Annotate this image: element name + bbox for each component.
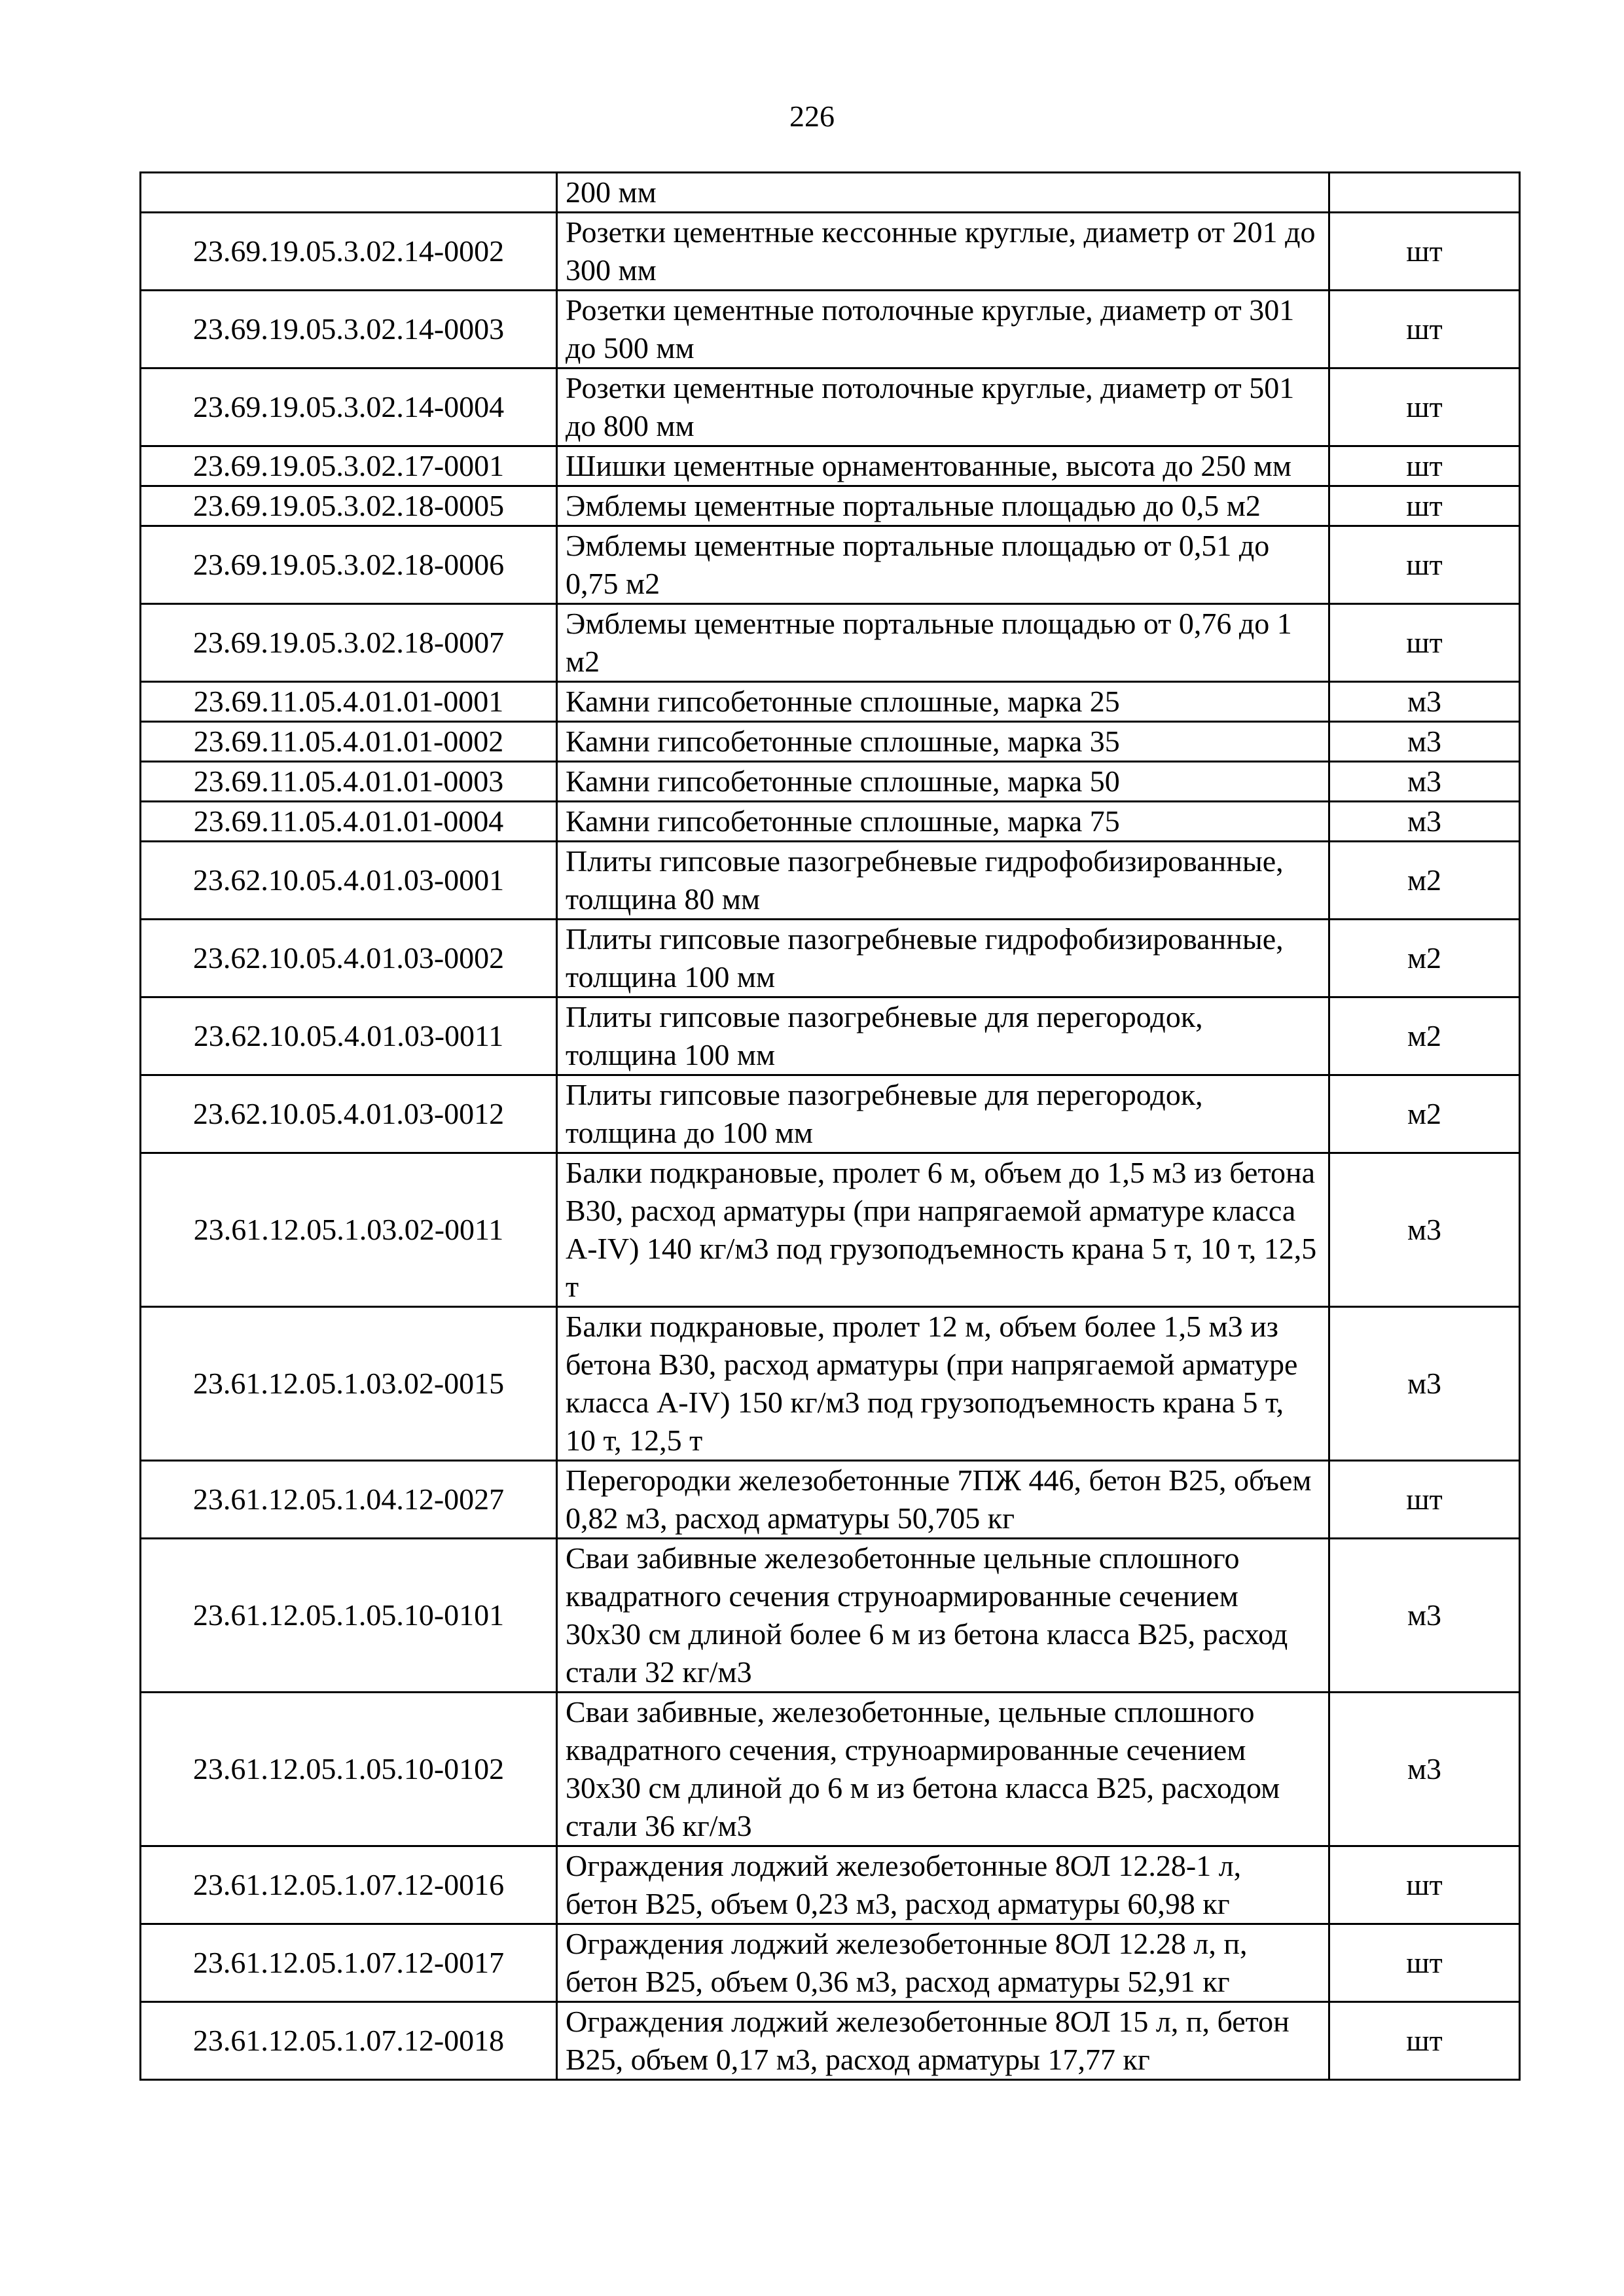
table-row — [141, 682, 1520, 722]
unit-cell: м3 — [1329, 1307, 1520, 1461]
code-cell — [141, 173, 557, 213]
name-cell: Плиты гипсовые пазогребневые для перегородок, толщина до 100 мм — [557, 1075, 1329, 1153]
code-cell: 23.69.19.05.3.02.14-0004 — [141, 368, 557, 446]
name-cell: Розетки цементные потолочные круглые, диаметр от 501 до 800 мм — [557, 368, 1329, 446]
unit-cell: шт — [1329, 604, 1520, 682]
unit-cell: шт — [1329, 1924, 1520, 2002]
unit-cell: шт — [1329, 526, 1520, 604]
name-cell: Сваи забивные, железобетонные, цельные сплошного квадратного сечения, струноармированные сечением 30х30 см длиной до 6 м из бетона класса В25, расходом стали 36 кг/м3 — [557, 1693, 1329, 1846]
name-cell: Перегородки железобетонные 7ПЖ 446, бетон В25, объем 0,82 м3, расход арматуры 50,705 кг — [557, 1461, 1329, 1539]
name-cell: Камни гипсобетонные сплошные, марка 50 — [557, 762, 1329, 802]
code-cell: 23.69.19.05.3.02.18-0005 — [141, 486, 557, 526]
table-row — [141, 722, 1520, 762]
table-row — [141, 1539, 1520, 1693]
code-cell: 23.61.12.05.1.05.10-0101 — [141, 1539, 557, 1693]
materials-table — [139, 171, 1521, 2081]
name-cell: Плиты гипсовые пазогребневые гидрофобизированные, толщина 100 мм — [557, 920, 1329, 997]
name-cell: Ограждения лоджий железобетонные 8ОЛ 12.28-1 л, бетон В25, объем 0,23 м3, расход арматуры 60,98 кг — [557, 1846, 1329, 1924]
code-cell: 23.69.11.05.4.01.01-0003 — [141, 762, 557, 802]
name-cell: Балки подкрановые, пролет 6 м, объем до 1,5 м3 из бетона В30, расход арматуры (при напрягаемой арматуре класса А-IV) 140 кг/м3 под грузоподъемность крана 5 т, 10 т, 12,5 т — [557, 1153, 1329, 1307]
unit-cell: шт — [1329, 368, 1520, 446]
code-cell: 23.69.19.05.3.02.14-0003 — [141, 291, 557, 368]
table-row — [141, 2002, 1520, 2080]
code-cell: 23.69.19.05.3.02.17-0001 — [141, 446, 557, 486]
table-row — [141, 920, 1520, 997]
page-number: 226 — [789, 99, 835, 133]
code-cell: 23.69.11.05.4.01.01-0002 — [141, 722, 557, 762]
table-row — [141, 762, 1520, 802]
table-row — [141, 486, 1520, 526]
unit-cell: шт — [1329, 213, 1520, 291]
unit-cell — [1329, 173, 1520, 213]
name-cell: Шишки цементные орнаментованные, высота до 250 мм — [557, 446, 1329, 486]
materials-table-body — [141, 173, 1520, 2080]
table-row — [141, 1307, 1520, 1461]
name-cell: 200 мм — [557, 173, 1329, 213]
unit-cell: м3 — [1329, 682, 1520, 722]
unit-cell: м2 — [1329, 920, 1520, 997]
table-row — [141, 1461, 1520, 1539]
table-row — [141, 1924, 1520, 2002]
name-cell: Ограждения лоджий железобетонные 8ОЛ 12.28 л, п, бетон В25, объем 0,36 м3, расход арматуры 52,91 кг — [557, 1924, 1329, 2002]
table-row — [141, 604, 1520, 682]
code-cell: 23.61.12.05.1.03.02-0015 — [141, 1307, 557, 1461]
unit-cell: м3 — [1329, 1153, 1520, 1307]
name-cell: Камни гипсобетонные сплошные, марка 35 — [557, 722, 1329, 762]
table-row — [141, 368, 1520, 446]
table-row — [141, 446, 1520, 486]
unit-cell: м2 — [1329, 1075, 1520, 1153]
name-cell: Камни гипсобетонные сплошные, марка 75 — [557, 802, 1329, 842]
code-cell: 23.61.12.05.1.07.12-0017 — [141, 1924, 557, 2002]
name-cell: Камни гипсобетонные сплошные, марка 25 — [557, 682, 1329, 722]
unit-cell: м2 — [1329, 997, 1520, 1075]
unit-cell: м3 — [1329, 722, 1520, 762]
name-cell: Эмблемы цементные портальные площадью от 0,76 до 1 м2 — [557, 604, 1329, 682]
code-cell: 23.62.10.05.4.01.03-0012 — [141, 1075, 557, 1153]
code-cell: 23.61.12.05.1.07.12-0018 — [141, 2002, 557, 2080]
name-cell: Сваи забивные железобетонные цельные сплошного квадратного сечения струноармированные сечением 30х30 см длиной более 6 м из бетона класса В25, расход стали 32 кг/м3 — [557, 1539, 1329, 1693]
unit-cell: шт — [1329, 291, 1520, 368]
table-row — [141, 1693, 1520, 1846]
name-cell: Розетки цементные потолочные круглые, диаметр от 301 до 500 мм — [557, 291, 1329, 368]
name-cell: Плиты гипсовые пазогребневые гидрофобизированные, толщина 80 мм — [557, 842, 1329, 920]
table-row — [141, 802, 1520, 842]
unit-cell: шт — [1329, 2002, 1520, 2080]
table-row — [141, 173, 1520, 213]
code-cell: 23.69.19.05.3.02.14-0002 — [141, 213, 557, 291]
code-cell: 23.69.11.05.4.01.01-0001 — [141, 682, 557, 722]
table-row — [141, 997, 1520, 1075]
table-row — [141, 1846, 1520, 1924]
table-row — [141, 213, 1520, 291]
unit-cell: м2 — [1329, 842, 1520, 920]
code-cell: 23.61.12.05.1.04.12-0027 — [141, 1461, 557, 1539]
code-cell: 23.62.10.05.4.01.03-0011 — [141, 997, 557, 1075]
unit-cell: м3 — [1329, 762, 1520, 802]
unit-cell: м3 — [1329, 1693, 1520, 1846]
unit-cell: шт — [1329, 1846, 1520, 1924]
name-cell: Балки подкрановые, пролет 12 м, объем более 1,5 м3 из бетона В30, расход арматуры (при напрягаемой арматуре класса А-IV) 150 кг/м3 под грузоподъемность крана 5 т, 10 т, 12,5 т — [557, 1307, 1329, 1461]
unit-cell: шт — [1329, 1461, 1520, 1539]
unit-cell: шт — [1329, 446, 1520, 486]
code-cell: 23.61.12.05.1.03.02-0011 — [141, 1153, 557, 1307]
code-cell: 23.69.11.05.4.01.01-0004 — [141, 802, 557, 842]
table-row — [141, 526, 1520, 604]
unit-cell: м3 — [1329, 802, 1520, 842]
code-cell: 23.62.10.05.4.01.03-0002 — [141, 920, 557, 997]
code-cell: 23.69.19.05.3.02.18-0007 — [141, 604, 557, 682]
table-row — [141, 291, 1520, 368]
table-row — [141, 1153, 1520, 1307]
unit-cell: м3 — [1329, 1539, 1520, 1693]
code-cell: 23.61.12.05.1.07.12-0016 — [141, 1846, 557, 1924]
name-cell: Эмблемы цементные портальные площадью от 0,51 до 0,75 м2 — [557, 526, 1329, 604]
unit-cell: шт — [1329, 486, 1520, 526]
code-cell: 23.69.19.05.3.02.18-0006 — [141, 526, 557, 604]
table-row — [141, 842, 1520, 920]
code-cell: 23.61.12.05.1.05.10-0102 — [141, 1693, 557, 1846]
name-cell: Плиты гипсовые пазогребневые для перегородок, толщина 100 мм — [557, 997, 1329, 1075]
name-cell: Розетки цементные кессонные круглые, диаметр от 201 до 300 мм — [557, 213, 1329, 291]
code-cell: 23.62.10.05.4.01.03-0001 — [141, 842, 557, 920]
table-row — [141, 1075, 1520, 1153]
name-cell: Ограждения лоджий железобетонные 8ОЛ 15 л, п, бетон В25, объем 0,17 м3, расход арматуры 17,77 кг — [557, 2002, 1329, 2080]
name-cell: Эмблемы цементные портальные площадью до 0,5 м2 — [557, 486, 1329, 526]
